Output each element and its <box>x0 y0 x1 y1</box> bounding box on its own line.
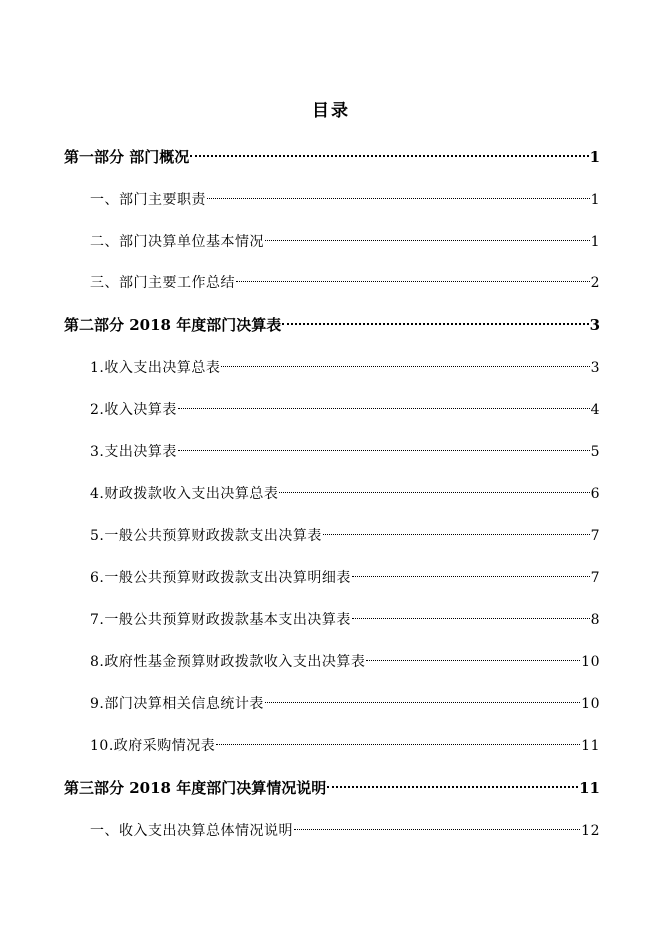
toc-entry-page: 7 <box>590 528 600 544</box>
dot-leader <box>178 434 590 456</box>
toc-entry-part-2[interactable] <box>64 308 600 334</box>
toc-entry-label: 第二部分 2018 年度部门决算表 <box>64 316 282 334</box>
toc-entry-page: 7 <box>590 570 600 586</box>
toc-title: 目录 <box>312 101 350 121</box>
toc-entry-label: 第三部分 2018 年度部门决算情况说明 <box>64 779 327 797</box>
toc-entry-page: 1 <box>589 148 600 166</box>
toc-entry-label: 一、收入支出决算总体情况说明 <box>90 823 293 839</box>
dot-leader <box>265 224 590 246</box>
toc-entry-label: 9.部门决算相关信息统计表 <box>90 696 264 712</box>
toc-entry-label: 二、部门决算单位基本情况 <box>90 234 264 250</box>
toc-entry-label: 7.一般公共预算财政拨款基本支出决算表 <box>90 612 351 628</box>
dot-leader <box>216 728 580 750</box>
toc-entry-page: 1 <box>590 192 600 208</box>
toc-entry-label: 第一部分 部门概况 <box>64 148 190 166</box>
toc-entry-label: 10.政府采购情况表 <box>90 738 216 754</box>
dot-leader <box>178 392 590 414</box>
toc-entry-page: 11 <box>581 738 600 754</box>
toc-entry-page: 8 <box>590 612 600 628</box>
dot-leader <box>352 560 590 582</box>
toc-entry[interactable] <box>90 182 600 208</box>
toc-entry-page: 1 <box>590 234 600 250</box>
toc-entry[interactable] <box>90 350 600 376</box>
dot-leader <box>327 771 578 793</box>
toc-entry-page: 10 <box>581 654 600 670</box>
toc-entry-page: 10 <box>581 696 600 712</box>
dot-leader <box>323 518 590 540</box>
toc-entry[interactable] <box>90 813 600 839</box>
toc-entry-page: 12 <box>581 823 600 839</box>
toc-entry[interactable] <box>90 434 600 460</box>
toc-entry-page: 3 <box>589 316 600 334</box>
toc-entry[interactable] <box>90 560 600 586</box>
toc-entry[interactable] <box>90 686 600 712</box>
toc-entry[interactable] <box>90 602 600 628</box>
toc-entry-label: 三、部门主要工作总结 <box>90 275 235 291</box>
dot-leader <box>282 308 588 330</box>
dot-leader <box>190 140 588 162</box>
toc-entry-label: 4.财政拨款收入支出决算总表 <box>90 486 279 502</box>
toc-entry-page: 11 <box>579 779 600 797</box>
toc-entry-page: 4 <box>590 402 600 418</box>
toc-entry[interactable] <box>90 224 600 250</box>
dot-leader <box>279 476 589 498</box>
toc-entry-label: 5.一般公共预算财政拨款支出决算表 <box>90 528 322 544</box>
toc-entry-label: 3.支出决算表 <box>90 444 177 460</box>
dot-leader <box>366 644 580 666</box>
toc-entry[interactable] <box>90 644 600 670</box>
toc-entry-page: 3 <box>590 360 600 376</box>
toc-entry-page: 6 <box>590 486 600 502</box>
toc-entry-label: 1.收入支出决算总表 <box>90 360 221 376</box>
toc-entry[interactable] <box>90 476 600 502</box>
toc-entry[interactable] <box>90 265 600 291</box>
toc-entry-label: 6.一般公共预算财政拨款支出决算明细表 <box>90 570 351 586</box>
toc-entry[interactable] <box>90 392 600 418</box>
toc-entry-part-1[interactable] <box>64 140 600 166</box>
dot-leader <box>221 350 589 372</box>
dot-leader <box>294 813 580 835</box>
toc-entry[interactable] <box>90 728 600 754</box>
toc-entry-label: 一、部门主要职责 <box>90 192 206 208</box>
toc-entry-part-3[interactable] <box>64 771 600 797</box>
dot-leader <box>236 265 590 287</box>
toc-entry-label: 2.收入决算表 <box>90 402 177 418</box>
dot-leader <box>265 686 580 708</box>
toc-entry-page: 5 <box>590 444 600 460</box>
toc-entry-label: 8.政府性基金预算财政拨款收入支出决算表 <box>90 654 366 670</box>
dot-leader <box>207 182 590 204</box>
dot-leader <box>352 602 590 624</box>
toc-entry-page: 2 <box>590 275 600 291</box>
toc-entry[interactable] <box>90 518 600 544</box>
